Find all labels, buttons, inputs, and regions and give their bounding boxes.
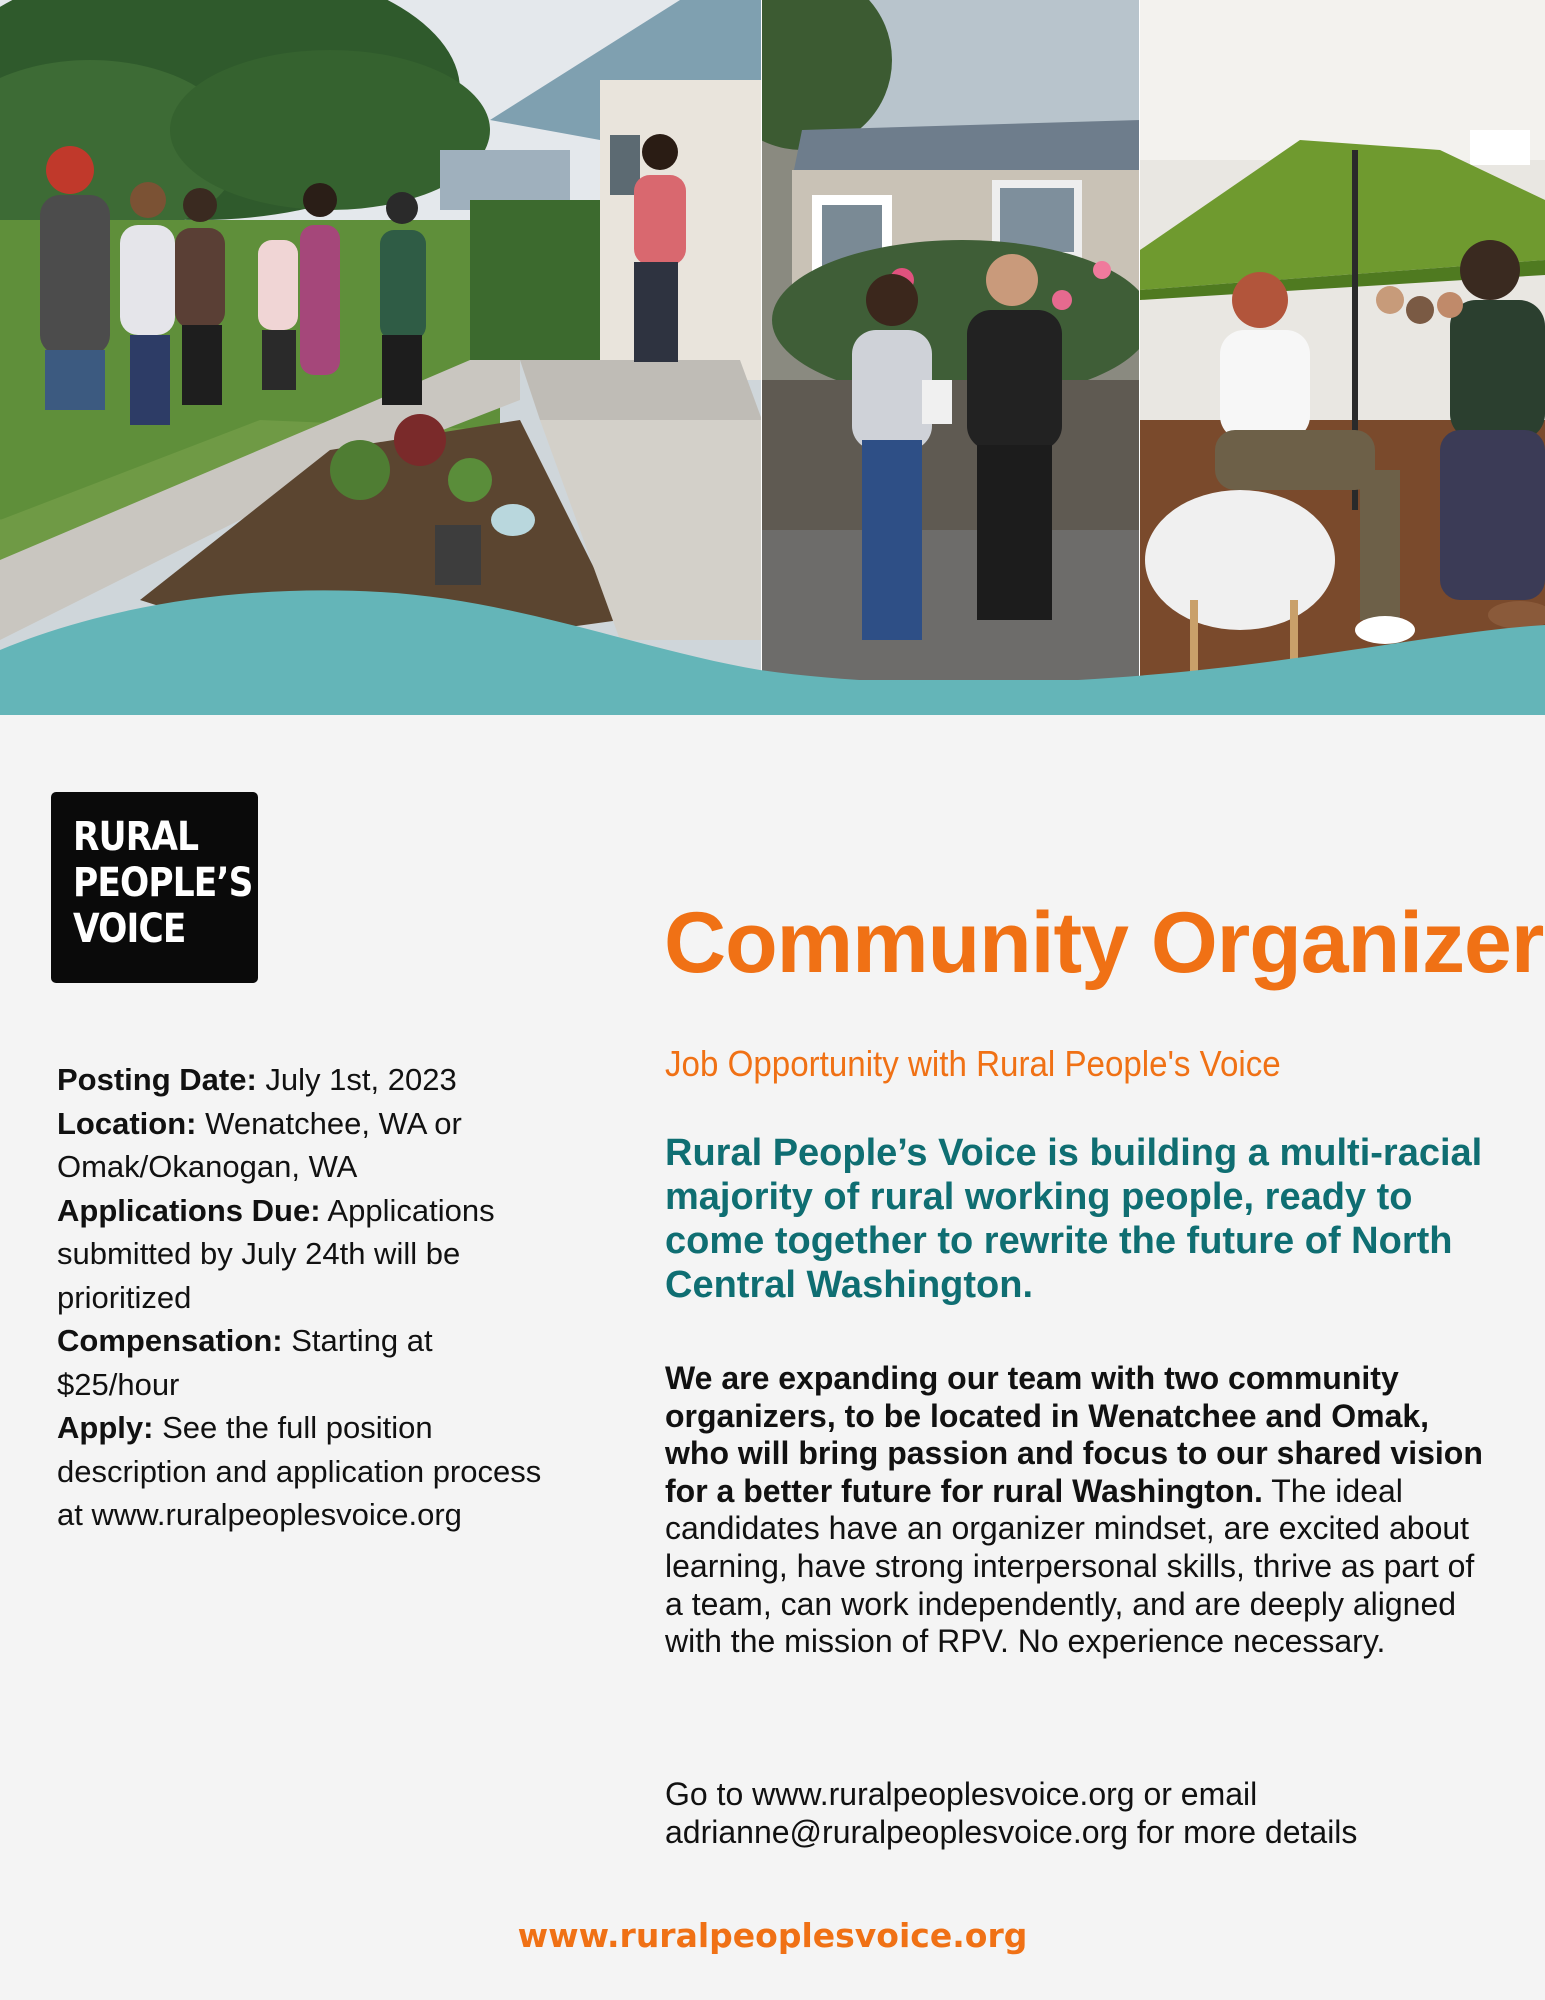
apply-value: See the full position description and application process at www.ruralpeoplesvoice.org — [57, 1410, 542, 1532]
applications-due-row — [57, 1189, 557, 1320]
applications-due-label: Applications Due: — [57, 1192, 321, 1228]
footer-website-link[interactable]: www.ruralpeoplesvoice.org — [517, 1916, 1028, 1955]
photo-banner — [0, 0, 1545, 715]
job-description — [665, 1360, 1495, 1661]
teal-wave — [0, 540, 1545, 715]
apply-label: Apply: — [57, 1410, 154, 1445]
logo-line-peoples: PEOPLE’S — [73, 860, 253, 906]
posting-date-value: July 1st, 2023 — [265, 1062, 457, 1097]
apply-row — [57, 1406, 557, 1537]
logo-line-voice: VOICE — [73, 906, 186, 952]
location-value: Wenatchee, WA or Omak/Okanogan, WA — [57, 1105, 462, 1184]
page-subtitle: Job Opportunity with Rural People's Voice — [665, 1043, 1281, 1084]
rpv-logo — [51, 792, 258, 983]
page-title: Community Organizer — [664, 895, 1544, 991]
posting-date-row — [57, 1058, 557, 1102]
posting-date-label: Posting Date: — [57, 1062, 257, 1097]
compensation-row — [57, 1319, 557, 1406]
mission-statement: Rural People’s Voice is building a multi-racial majority of rural working people, ready to come together to rewrite the future of North Central Washington. — [665, 1132, 1483, 1306]
location-row — [57, 1102, 557, 1189]
job-description-regular: The ideal candidates have an organizer mindset, are excited about learning, have strong interpersonal skills, thrive as part of a team, can work independently, and are deeply aligned with the mission of RPV. No experience necessary. — [665, 1472, 1475, 1660]
job-description-bold: We are expanding our team with two community organizers, to be located in Wenatchee and Omak, who will bring passion and focus to our shared vision for a better future for rural Washington. — [665, 1360, 1483, 1509]
logo-line-rural: RURAL — [73, 814, 199, 860]
compensation-label: Compensation: — [57, 1323, 283, 1358]
applications-due-value: Applications submitted by July 24th will be prioritized — [57, 1192, 495, 1315]
posting-details — [57, 1058, 557, 1537]
compensation-value: Starting at $25/hour — [57, 1323, 433, 1402]
contact-info: Go to www.ruralpeoplesvoice.org or email adrianne@ruralpeoplesvoice.org for more details — [665, 1776, 1358, 1850]
location-label: Location: — [57, 1105, 197, 1141]
